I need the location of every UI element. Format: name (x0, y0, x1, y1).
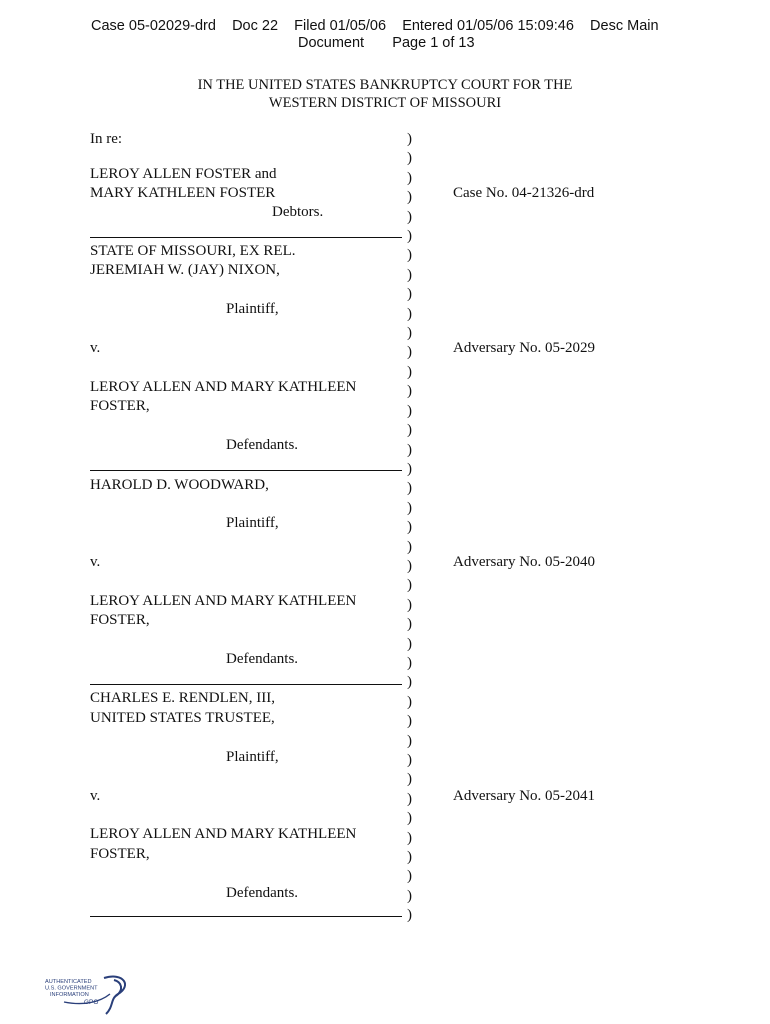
section2-defendant-label: Defendants. (226, 651, 299, 667)
logo-line-3: INFORMATION (50, 992, 89, 998)
stamp-page: Page 1 of 13 (392, 35, 475, 51)
section3-plaintiff-label: Plaintiff, (226, 749, 279, 765)
section3-plaintiff-line-1: CHARLES E. RENDLEN, III, (90, 690, 275, 706)
debtor-line-1: LEROY ALLEN FOSTER and (90, 166, 277, 182)
section3-versus: v. (90, 788, 101, 804)
section2-versus: v. (90, 554, 101, 570)
section2-defendant-line-1: LEROY ALLEN AND MARY KATHLEEN (90, 593, 357, 609)
debtor-line-2: MARY KATHLEEN FOSTER (90, 185, 276, 201)
stamp-entered: Entered 01/05/06 15:09:46 (402, 18, 574, 34)
gpo-authenticated-logo (44, 972, 134, 1018)
adversary-number-2: Adversary No. 05-2040 (453, 554, 596, 570)
adversary-number-3: Adversary No. 05-2041 (453, 788, 596, 804)
separator-rule (90, 470, 402, 471)
stamp-desc: Desc Main (590, 18, 659, 34)
section1-plaintiff-line-2: JEREMIAH W. (JAY) NIXON, (90, 262, 280, 278)
case-number: Case No. 04-21326-drd (453, 185, 595, 201)
in-re: In re: (90, 131, 123, 147)
logo-mark: GPO (84, 999, 99, 1006)
stamp-line-1 (91, 18, 659, 35)
section1-plaintiff-line-1: STATE OF MISSOURI, EX REL. (90, 243, 296, 259)
section3-defendant-label: Defendants. (226, 885, 299, 901)
debtors-label: Debtors. (272, 204, 324, 220)
logo-line-2: U.S. GOVERNMENT (45, 985, 98, 992)
section1-defendant-label: Defendants. (226, 437, 299, 453)
section3-defendant-line-1: LEROY ALLEN AND MARY KATHLEEN (90, 826, 357, 842)
separator-rule (90, 237, 402, 238)
caption-parenthesis-column: ) ) ) ) ) ) ) ) ) ) ) ) ) ) ) ) ) ) ) ) ) ) ) ) ) ) ) ) ) ) ) ) ) ) ) ) ) ) ) ) ) (407, 131, 412, 924)
section1-versus: v. (90, 340, 101, 356)
section1-defendant-line-2: FOSTER, (90, 398, 150, 414)
adversary-number-1: Adversary No. 05-2029 (453, 340, 596, 356)
separator-rule (90, 916, 402, 917)
separator-rule (90, 684, 402, 685)
section3-plaintiff-line-2: UNITED STATES TRUSTEE, (90, 710, 275, 726)
section1-plaintiff-label: Plaintiff, (226, 301, 279, 317)
stamp-filed: Filed 01/05/06 (294, 18, 387, 34)
stamp-doc: Doc 22 (232, 18, 279, 34)
stamp-line-2 (298, 35, 475, 52)
logo-line-1: AUTHENTICATED (45, 979, 92, 985)
section1-defendant-line-1: LEROY ALLEN AND MARY KATHLEEN (90, 379, 357, 395)
court-heading-line-1: IN THE UNITED STATES BANKRUPTCY COURT FOR THE (197, 77, 573, 93)
section2-defendant-line-2: FOSTER, (90, 612, 150, 628)
stamp-document: Document (298, 35, 365, 51)
section3-defendant-line-2: FOSTER, (90, 846, 150, 862)
section2-plaintiff-line-1: HAROLD D. WOODWARD, (90, 477, 269, 493)
section2-plaintiff-label: Plaintiff, (226, 515, 279, 531)
stamp-case: Case 05-02029-drd (91, 18, 216, 34)
court-heading (0, 76, 770, 112)
court-heading-line-2: WESTERN DISTRICT OF MISSOURI (268, 95, 502, 111)
